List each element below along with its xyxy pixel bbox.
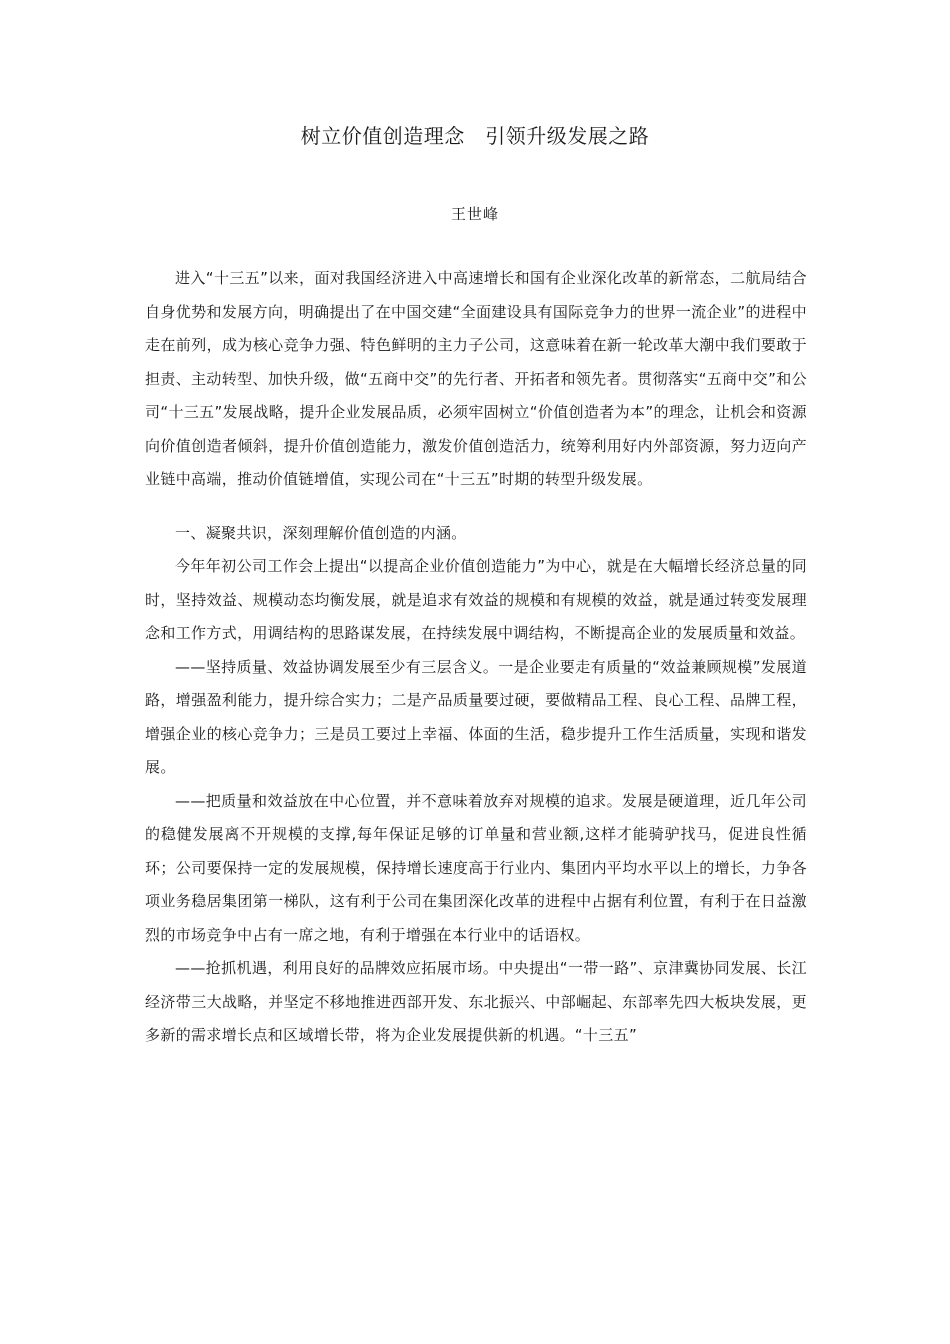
paragraph-quality-efficiency: ——坚持质量、效益协调发展至少有三层含义。一是企业要走有质量的“效益兼顾规模”发展道路，增强盈利能力，提升综合实力；二是产品质量要过硬，要做精品工程、良心工程、品牌工程，增强企业的核心竞争力；三是员工要过上幸福、体面的生活，稳步提升工作生活质量，实现和谐发展。 — [145, 657, 807, 776]
paragraph-intro: 进入“十三五”以来，面对我国经济进入中高速增长和国有企业深化改革的新常态，二航局结合自身优势和发展方向，明确提出了在中国交建“全面建设具有国际竞争力的世界一流企业”的进程中走在前列，成为核心竞争力强、特色鲜明的主力子公司，这意味着在新一轮改革大潮中我们要敢于担责、主动转型、加快升级，做“五商中交”的先行者、开拓者和领先者。贯彻落实“五商中交”和公司“十三五”发展战略，提升企业发展品质，必须牢固树立“价值创造者为本”的理念，让机会和资源向价值创造者倾斜，提升价值创造能力，激发价值创造活力，统筹利用好内外部资源，努力迈向产业链中高端，推动价值链增值，实现公司在“十三五”时期的转型升级发展。 — [145, 269, 807, 488]
document-body — [145, 262, 807, 1053]
section-heading-1: 一、凝聚共识，深刻理解价值创造的内涵。 — [175, 523, 467, 542]
paragraph-section1-intro: 今年年初公司工作会上提出“以提高企业价值创造能力”为中心，就是在大幅增长经济总量的同时，坚持效益、规模动态均衡发展，就是追求有效益的规模和有规模的效益，就是通过转变发展理念和工作方式，用调结构的思路谋发展，在持续发展中调结构，不断提高企业的发展质量和效益。 — [145, 557, 807, 642]
paragraph-scale: ——把质量和效益放在中心位置，并不意味着放弃对规模的追求。发展是硬道理，近几年公司的稳健发展离不开规模的支撑,每年保证足够的订单量和营业额,这样才能骑驴找马，促进良性循环；公司要保持一定的发展规模，保持增长速度高于行业内、集团内平均水平以上的增长，力争各项业务稳居集团第一梯队，这有利于公司在集团深化改革的进程中占据有利位置，有利于在日益激烈的市场竞争中占有一席之地，有利于增强在本行业中的话语权。 — [145, 791, 807, 944]
paragraph-opportunity: ——抢抓机遇，利用良好的品牌效应拓展市场。中央提出“一带一路”、京津冀协同发展、长江经济带三大战略，并坚定不移地推进西部开发、东北振兴、中部崛起、东部率先四大板块发展，更多新的需求增长点和区域增长带，将为企业发展提供新的机遇。“十三五” — [145, 959, 807, 1044]
document-title: 树立价值创造理念 引领升级发展之路 — [300, 124, 650, 148]
document-author: 王世峰 — [450, 205, 499, 223]
